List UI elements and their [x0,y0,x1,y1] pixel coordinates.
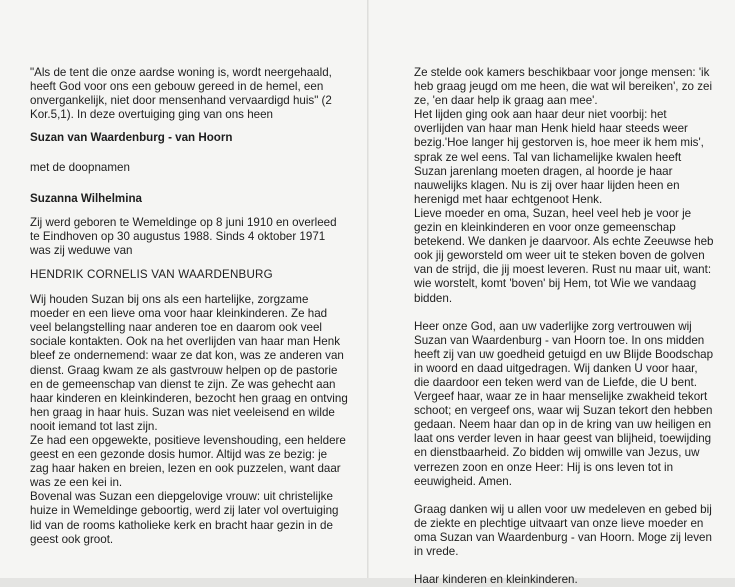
thanks-text: Graag danken wij u allen voor uw medeleven en gebed bij de ziekte en plechtige uitvaart van onze lieve moeder en oma Suzan van Waardenburg - van Hoorn. Moge zij leven in vrede. [414,502,712,558]
right-page [414,66,716,587]
family-signature: Haar kinderen en kleinkinderen. [414,573,578,587]
prayer-text: Heer onze God, aan uw vaderlijke zorg vertrouwen wij Suzan van Waardenburg - van Hoorn toe. In ons midden heeft zij van uw goedheid getuigd en uw Blijde Boodschap in woord en daad uitgedragen. Wij danken U voor haar, die daardoor een teken werd van de Liefde, die U bent. Vergeef haar, waar ze in haar menselijke zwakheid tekort schoot; en vergeef ons, waar wij Suzan tekort den hebben gedaan. Neem haar dan op in de kring van uw heiligen en laat ons verder leven in haar geest van blijheid, toewijding en dienstbaarheid. Zo bidden wij omwille van Jezus, uw verrezen zoon en onze Heer: Hij is ons leven tot in eeuwigheid. Amen. [414,319,714,488]
memory-text: Wij houden Suzan bij ons als een hartelijke, zorgzame moeder en een lieve oma voor haar kleinkinderen. Ze had veel belangstelling naar anderen toe en daarom ook veel sociale kontakten. Ook na het overlijden van haar man Henk bleef ze ondernemend: waar ze dat kon, was ze anderen van dienst. Graag kwam ze als gastvrouw helpen op de pastorie en de gemeenschap van dienst te zijn. Ze was gehecht aan haar kinderen en kleinkinderen, bezocht hen graag en ontving hen graag in haar huis. Suzan was niet veeleisend en wilde nooit iemand tot last zijn. Ze had een opgewekte, positieve levenshouding, een heldere geest en een gezonde dosis humor. Altijd was ze bezig: je zag haar haken en breien, lezen en ook puzzelen, want daar was ze een kei in. Bovenal was Suzan een diepgelovige vrouw: uit christelijke huize in Wemeldinge geboortig, werd zij later vol overtuiging lid van de rooms katholieke kerk en bracht haar gezin in de geest ook groot. [30,293,348,546]
bible-verse: "Als de tent die onze aardse woning is, wordt neergehaald, heeft God voor ons een gebouw gereed in de hemel, een onvergankelijk, niet door mensenhand vervaardigd huis" (2 Kor.5,1). In deze overtuiging ging van ons heen [30,66,332,122]
tribute-text: Ze stelde ook kamers beschikbaar voor jonge mensen: 'ik heb graag jeugd om me heen, die wat wil bereiken', zo zei ze, 'en daar help ik graag aan mee'. Het lijden ging ook aan haar deur niet voorbij: het overlijden van haar man Henk hield haar steeds weer bezig.'Hoe langer hij gestorven is, hoe meer ik hem mis', sprak ze wel eens. Tal van lichamelijke kwalen heeft Suzan jarenlang moeten dragen, al hoorde je haar nauwelijks klagen. Nu is zij over haar lijden heen en herenigd met haar echtgenoot Henk. Lieve moeder en oma, Suzan, heel veel heb je voor je gezin en kleinkinderen en voor onze gemeenschap betekend. We danken je daarvoor. Als echte Zeeuwse heb ook jij geworsteld om weer uit te steken boven de golven van de strijd, die jij moest leveren. Rust nu maar uit, want: wie worstelt, komt 'boven' bij Hem, tot Wie we vandaag bidden. [414,66,714,305]
baptismal-intro: met de doopnamen [30,161,130,175]
center-fold [367,0,369,578]
left-page [30,66,348,547]
life-facts: Zij werd geboren te Wemeldinge op 8 juni 1910 en overleed te Eindhoven op 30 augustus 1988. Sinds 4 oktober 1971 was zij weduwe van [30,215,337,257]
baptismal-names: Suzanna Wilhelmina [30,191,142,205]
deceased-name: Suzan van Waardenburg - van Hoorn [30,131,233,145]
husband-name: HENDRIK CORNELIS VAN WAARDENBURG [30,267,273,281]
